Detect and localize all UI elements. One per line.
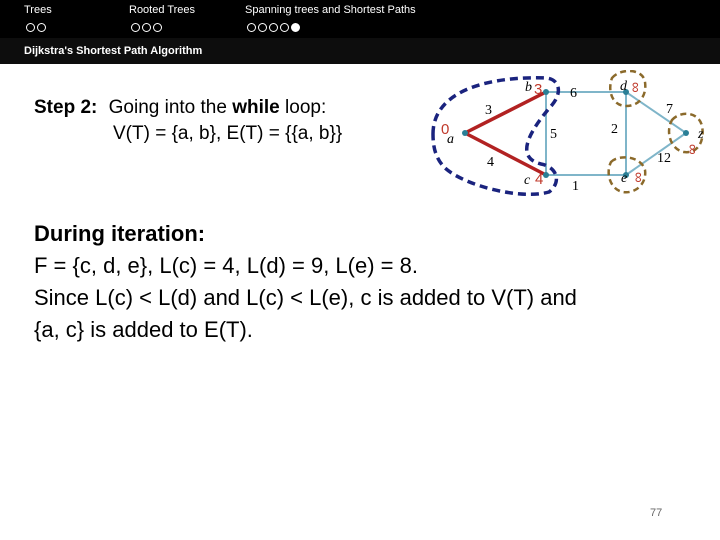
vertex-label-b: b (525, 80, 532, 95)
nav-dot[interactable] (258, 23, 267, 32)
nav-dot[interactable] (269, 23, 278, 32)
nav-dot[interactable] (142, 23, 151, 32)
distance-label-b: 3 (534, 81, 543, 98)
nav-dot[interactable] (131, 23, 140, 32)
step-line1-pre: Going into the (108, 97, 233, 118)
distance-label-a: 0 (441, 121, 450, 138)
iteration-line-2: Since L(c) < L(d) and L(c) < L(e), c is added to V(T) and (34, 285, 577, 310)
graph-edge-e-z (626, 133, 686, 175)
step-description (34, 95, 343, 144)
edge-weight-b-d: 6 (570, 86, 577, 101)
vertex-label-a: a (447, 132, 454, 147)
slide-section-title: Dijkstra's Shortest Path Algorithm (24, 45, 203, 57)
graph-vertex-z (683, 130, 689, 136)
tree-edge-a-b (465, 92, 546, 133)
nav-section-trees[interactable]: Trees (24, 4, 52, 16)
tree-edge-a-c (465, 133, 546, 175)
step-line2: V(T) = {a, b}, E(T) = {{a, b}} (113, 123, 343, 144)
iteration-line-3: {a, c} is added to E(T). (34, 317, 253, 342)
step-line1-post: loop: (279, 97, 327, 118)
nav-section-spanning-trees[interactable]: Spanning trees and Shortest Paths (245, 4, 416, 16)
distance-label-e: ∞ (630, 172, 647, 183)
edge-weight-d-z: 7 (666, 102, 673, 117)
edge-weight-d-e: 2 (611, 122, 618, 137)
iteration-line-1: F = {c, d, e}, L(c) = 4, L(d) = 9, L(e) = 8. (34, 253, 418, 278)
edge-weight-a-c: 4 (487, 155, 494, 170)
graph-vertex-a (462, 130, 468, 136)
weighted-graph-diagram (425, 70, 720, 205)
nav-section-rooted-trees[interactable]: Rooted Trees (129, 4, 196, 16)
distance-label-d: ∞ (627, 82, 644, 93)
graph-vertex-c (543, 172, 549, 178)
step-label: Step 2: (34, 97, 98, 118)
vertex-label-z: z (698, 127, 704, 142)
section-title-bar (0, 38, 720, 64)
step-keyword-while: while (232, 97, 280, 118)
graph-edge-d-z (626, 92, 686, 133)
iteration-heading: During iteration: (34, 221, 206, 246)
nav-dot[interactable] (247, 23, 256, 32)
edge-weight-e-z: 12 (657, 151, 671, 166)
vertex-label-d: d (620, 79, 627, 94)
edge-weight-b-c: 5 (550, 127, 557, 142)
vertex-label-c: c (524, 173, 531, 188)
top-navigation-bar (0, 0, 720, 38)
nav-dot[interactable] (37, 23, 46, 32)
nav-dot[interactable] (26, 23, 35, 32)
nav-dot[interactable] (280, 23, 289, 32)
page-number: 77 (650, 507, 663, 519)
iteration-description (34, 218, 694, 346)
distance-label-z: ∞ (684, 144, 701, 155)
nav-dot[interactable] (153, 23, 162, 32)
nav-dot-current[interactable] (291, 23, 300, 32)
distance-label-c: 4 (535, 171, 544, 188)
edge-weight-c-e: 1 (572, 179, 579, 194)
vertex-label-e: e (621, 171, 628, 186)
graph-vertex-b (543, 89, 549, 95)
edge-weight-a-b: 3 (485, 103, 492, 118)
